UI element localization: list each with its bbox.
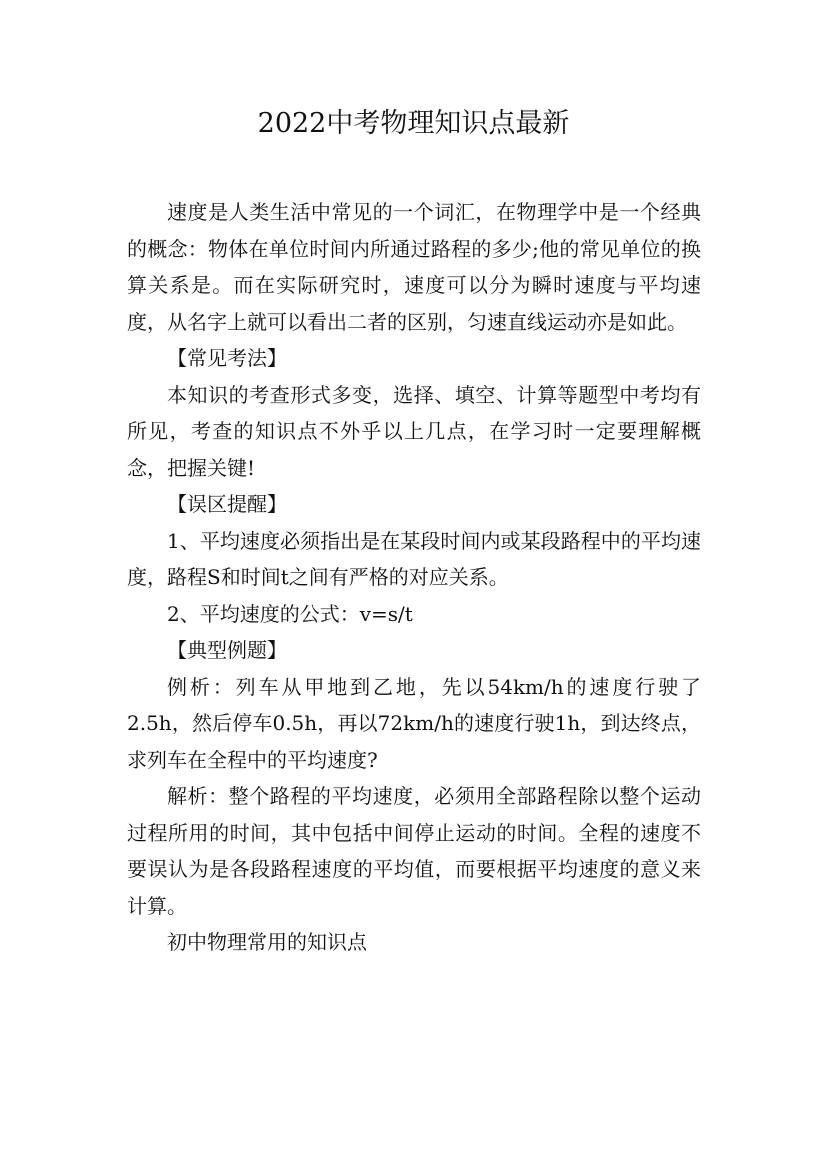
paragraph-example-analysis: 解析：整个路程的平均速度，必须用全部路程除以整个运动过程所用的时间，其中包括中间停止运动的时间。全程的速度不要误认为是各段路程速度的平均值，而要根据平均速度的意义来计算。	[127, 784, 701, 918]
paragraph-example-question: 例析：列车从甲地到乙地，先以54km/h的速度行驶了2.5h，然后停车0.5h，再以72km/h的速度行驶1h，到达终点，求列车在全程中的平均速度?	[127, 674, 701, 772]
document-body	[127, 194, 701, 961]
heading-common-exam-methods: 【常见考法】	[167, 346, 287, 370]
paragraph-intro: 速度是人类生活中常见的一个词汇，在物理学中是一个经典的概念：物体在单位时间内所通过路程的多少;他的常见单位的换算关系是。而在实际研究时，速度可以分为瞬时速度与平均速度，从名字上就可以看出二者的区别，匀速直线运动亦是如此。	[127, 200, 701, 334]
paragraph-exam-methods: 本知识的考查形式多变，选择、填空、计算等题型中考均有所见，考查的知识点不外乎以上几点，在学习时一定要理解概念，把握关键!	[127, 382, 701, 480]
heading-misconception-reminder: 【误区提醒】	[167, 492, 287, 516]
heading-typical-example: 【典型例题】	[167, 638, 287, 662]
document-title: 2022中考物理知识点最新	[257, 108, 570, 139]
paragraph-reminder-1: 1、平均速度必须指出是在某段时间内或某段路程中的平均速度，路程S和时间t之间有严格的对应关系。	[127, 528, 701, 589]
paragraph-section-title: 初中物理常用的知识点	[167, 930, 367, 954]
paragraph-reminder-2: 2、平均速度的公式：v=s/t	[167, 601, 413, 626]
